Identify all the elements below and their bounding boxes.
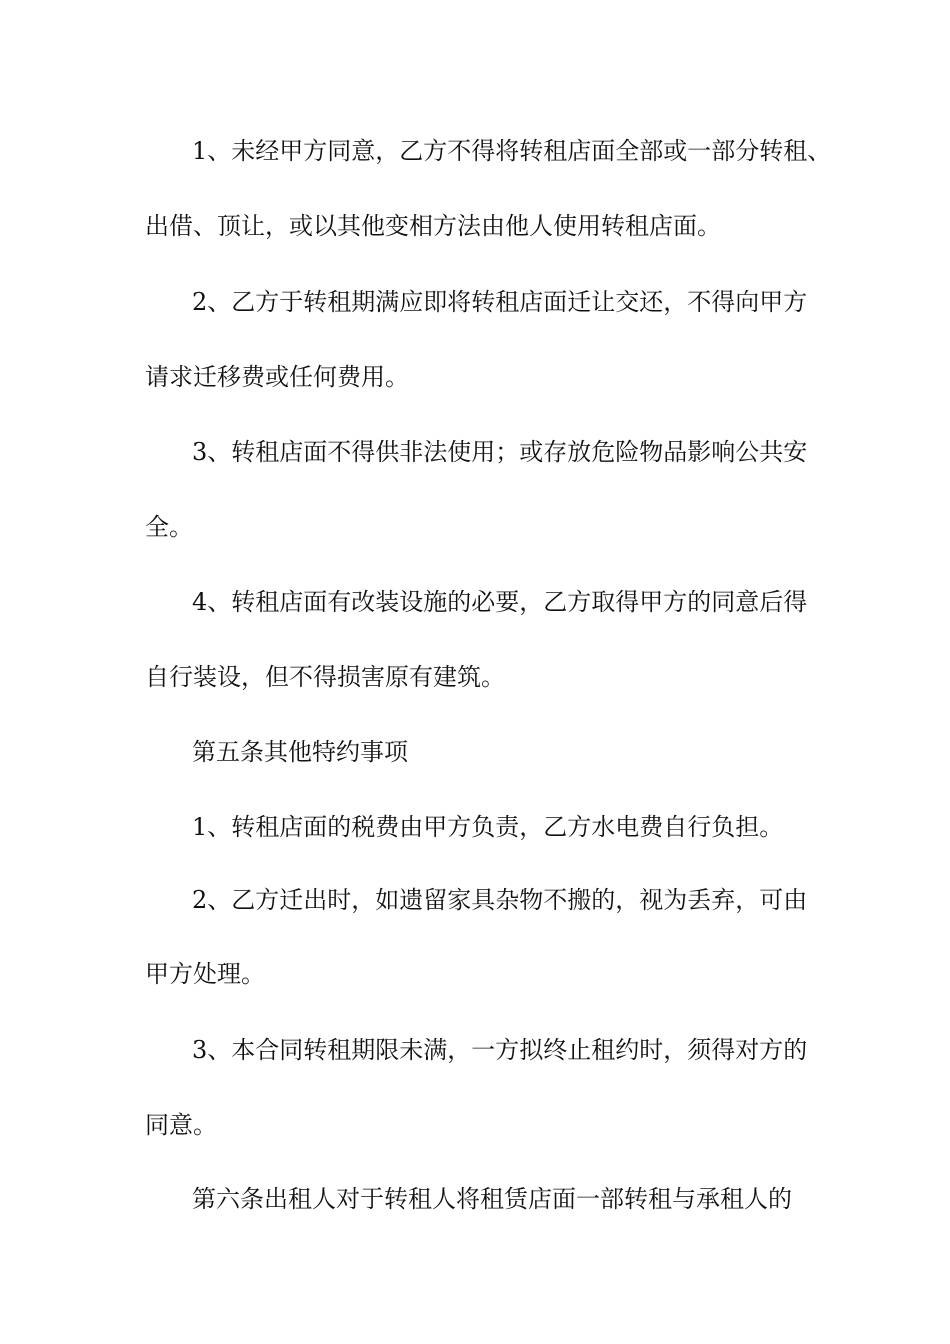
paragraph-6-line-1: 2、乙方迁出时，如遗留家具杂物不搬的，视为丢弃，可由 [192,886,808,914]
paragraph-3-line-2: 全。 [145,513,193,541]
paragraph-1-line-1: 1、未经甲方同意，乙方不得将转租店面全部或一部分转租、 [192,137,832,165]
paragraph-1-line-2: 出借、顶让，或以其他变相方法由他人使用转租店面。 [145,212,721,240]
paragraph-3-line-1: 3、转租店面不得供非法使用；或存放危险物品影响公共安 [192,438,808,466]
section-heading-article-5: 第五条其他特约事项 [192,738,408,766]
paragraph-2-line-1: 2、乙方于转租期满应即将转租店面迁让交还，不得向甲方 [192,288,808,316]
paragraph-5-line-1: 1、转租店面的税费由甲方负责，乙方水电费自行负担。 [192,813,784,841]
paragraph-7-line-1: 3、本合同转租期限未满，一方拟终止租约时，须得对方的 [192,1036,808,1064]
paragraph-4-line-1: 4、转租店面有改装设施的必要，乙方取得甲方的同意后得 [192,588,808,616]
paragraph-2-line-2: 请求迁移费或任何费用。 [145,363,409,391]
paragraph-7-line-2: 同意。 [145,1111,217,1139]
paragraph-6-line-2: 甲方处理。 [145,960,265,988]
paragraph-4-line-2: 自行装设，但不得损害原有建筑。 [145,663,505,691]
section-heading-article-6: 第六条出租人对于转租人将租赁店面一部转租与承租人的 [192,1185,792,1213]
